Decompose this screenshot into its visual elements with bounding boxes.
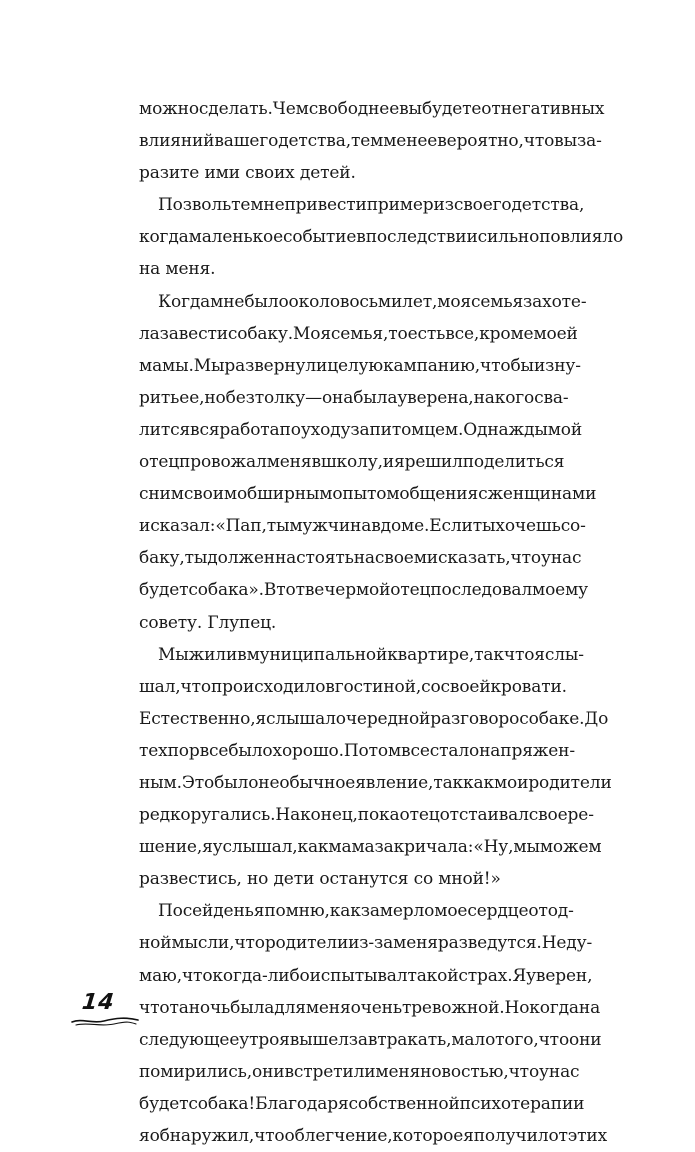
text-line: баку, ты должен настоять на своем и сказать, что у нас [139, 548, 582, 569]
text-line: Позвольте мне привести пример из своего детства, [158, 195, 585, 216]
text-line: и сказал: «Пап, ты мужчина в доме. Если ты хочешь со- [139, 516, 586, 537]
text-line: помирились, они встретили меня новостью, что у нас [139, 1061, 580, 1082]
text-line: ным. Это было необычное явление, так как мои родители [139, 772, 612, 793]
text-line: рить ее, но без толку — она была уверена, на кого сва- [139, 387, 569, 408]
text-line: Мы жили в муниципальной квартире, так что я слы- [158, 644, 584, 665]
text-line: с ним своим обширным опытом общения с женщинами [139, 484, 597, 505]
page-number-folio [70, 990, 140, 1030]
text-line: ла завести собаку. Моя семья, то есть все, кроме моей [139, 323, 578, 344]
text-line: следующее утро я вышел завтракать, мало того, что они [139, 1029, 602, 1050]
text-line: на меня. [139, 259, 216, 280]
text-line: Естественно, я слышал очередной разговор о собаке. До [139, 708, 609, 729]
text-line: тех пор все было хорошо. Потом все стало напряжен- [139, 740, 575, 761]
text-line: будет собака». В тот вечер мой отец последовал моему [139, 580, 588, 601]
text-line: когда маленькое событие впоследствии сильно повлияло [139, 227, 624, 248]
text-line: лится вся работа по уходу за питомцем. Однажды мой [139, 419, 583, 440]
text-line: отец провожал меня в школу, и я решил поделиться [139, 452, 565, 473]
text-line: я обнаружил, что облегчение, которое я получил от этих [139, 1126, 608, 1146]
folio-flourish-ornament [70, 1014, 140, 1028]
text-line: влияний вашего детства, тем менее вероятно, что вы за- [139, 131, 602, 152]
text-line: можно сделать. Чем свободнее вы будете от негативных [139, 99, 605, 119]
text-line: мамы. Мы развернули целую кампанию, чтобы изну- [139, 355, 581, 376]
text-line: Когда мне было около восьми лет, моя семья захоте- [158, 291, 587, 312]
text-line: шение, я услышал, как мама закричала: «Ну, мы можем [139, 837, 602, 858]
page-number: 14 [80, 990, 116, 1015]
text-line: По сей день я помню, как замерло мое сердце от од- [158, 901, 574, 922]
text-line: развестись, но дети останутся со мной!» [139, 869, 501, 890]
text-line: будет собака! Благодаря собственной психотерапии [139, 1093, 585, 1114]
text-line: что та ночь была для меня очень тревожной. Но когда на [139, 997, 601, 1018]
text-line: маю, что когда-либо испытывал такой страх. Я уверен, [139, 965, 593, 986]
text-line: шал, что происходило в гостиной, со своей кровати. [139, 676, 567, 697]
text-line: ной мысли, что родители из-за меня разведутся. Не ду- [139, 933, 593, 954]
body-text [139, 93, 624, 1152]
text-line: редко ругались. Наконец, пока отец отстаивал свое ре- [139, 805, 594, 826]
text-line: совету. Глупец. [139, 612, 277, 633]
text-line: разите ими своих детей. [139, 163, 356, 184]
